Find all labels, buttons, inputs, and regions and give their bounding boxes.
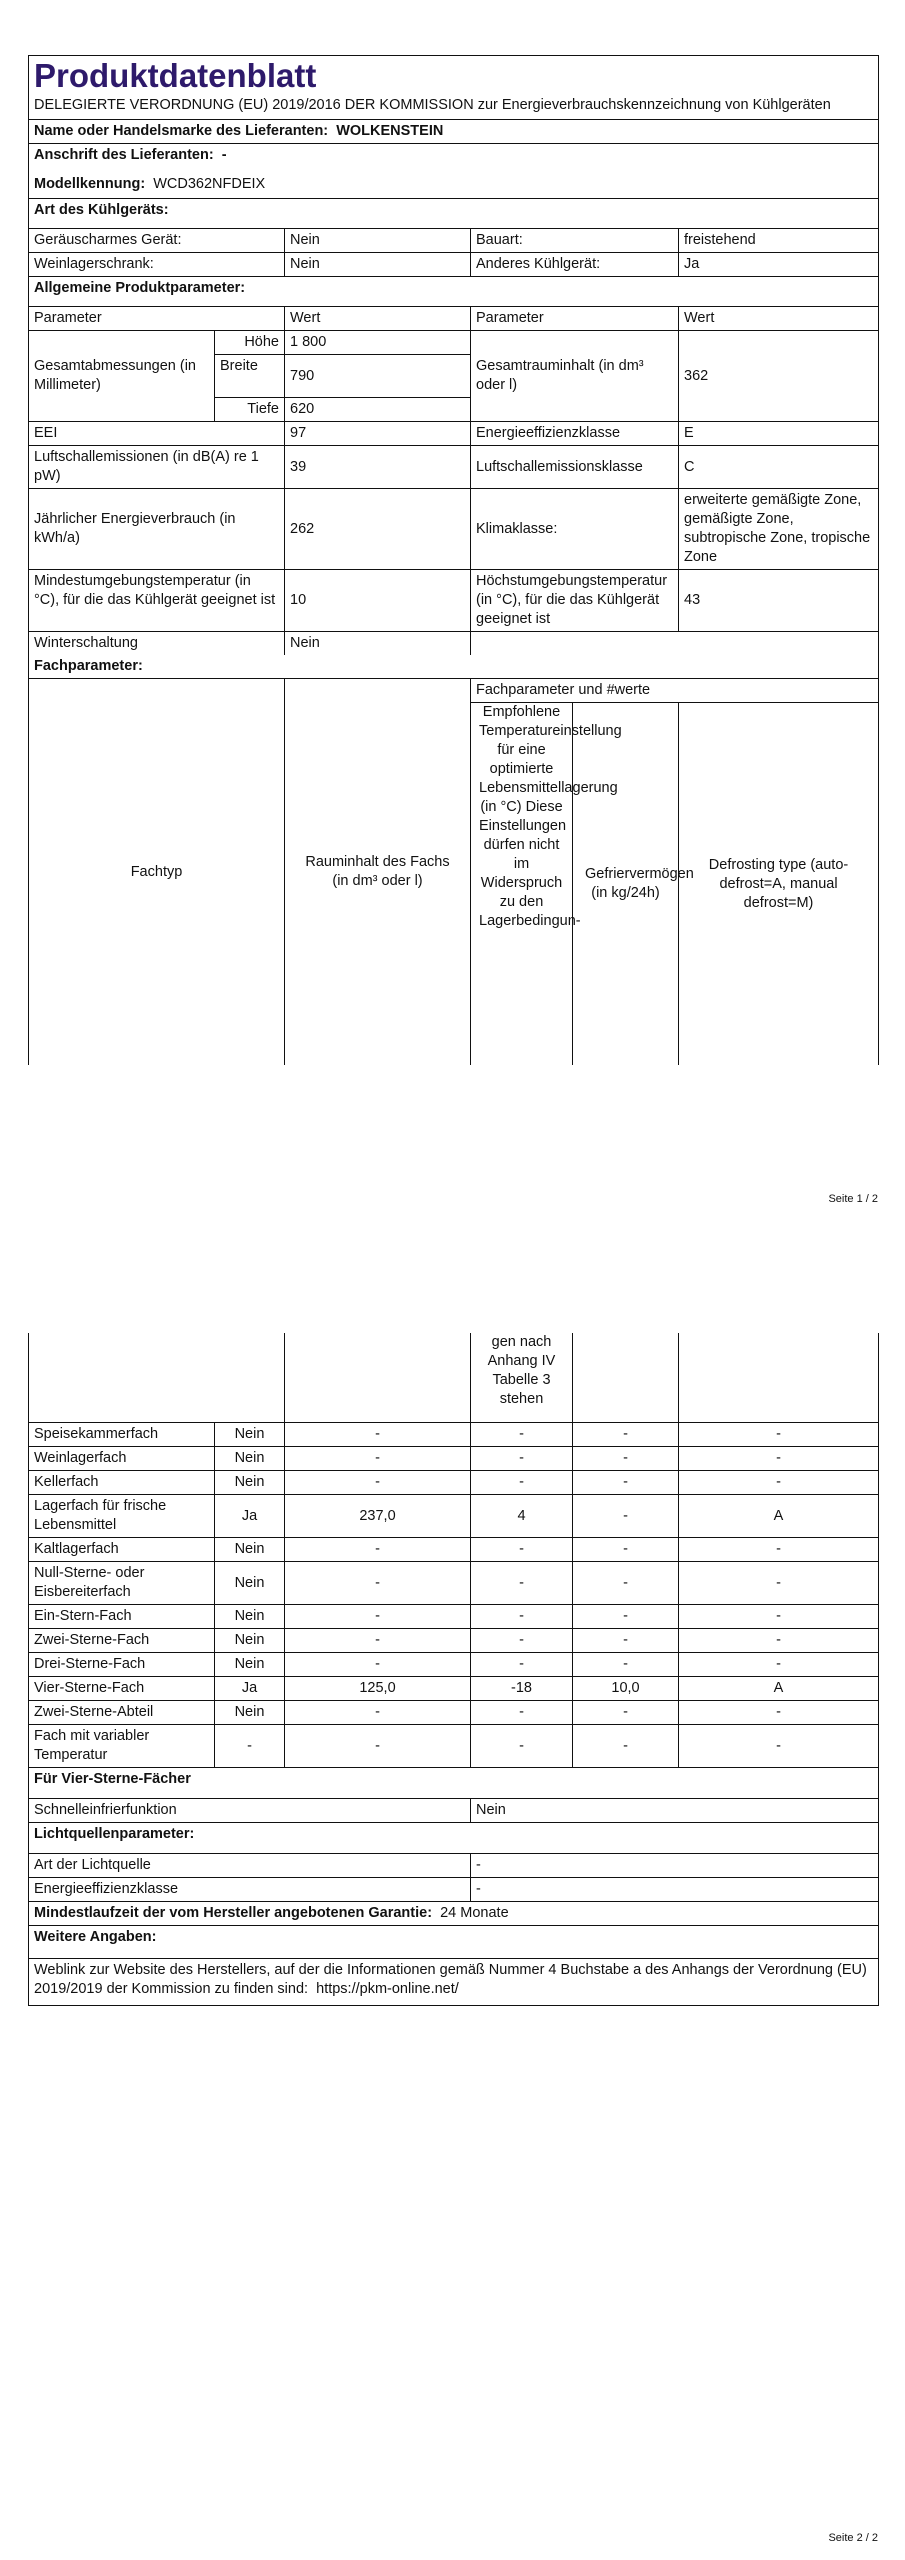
other-appliance-value: Ja [679, 253, 879, 277]
compartment-defrost: - [679, 1538, 879, 1562]
compartment-name: Drei-Sterne-Fach [29, 1653, 215, 1677]
energy-consumption-value: 262 [285, 489, 471, 570]
compartment-temp: - [471, 1605, 573, 1629]
quick-freeze-label: Schnelleinfrierfunktion [29, 1799, 471, 1823]
compartment-row [29, 1447, 879, 1471]
light-source-heading: Lichtquellenparameter: [29, 1823, 879, 1854]
address-row: Anschrift des Lieferanten: - [29, 144, 879, 174]
compartment-row [29, 1677, 879, 1701]
page-1 [28, 55, 878, 1065]
compartment-freeze: - [573, 1701, 679, 1725]
compartment-row [29, 1653, 879, 1677]
quick-freeze-value: Nein [471, 1799, 879, 1823]
compartment-row [29, 1701, 879, 1725]
compartment-row [29, 1495, 879, 1538]
light-type-label: Art der Lichtquelle [29, 1854, 471, 1878]
compartment-volume: - [285, 1538, 471, 1562]
compartment-row [29, 1471, 879, 1495]
compartment-row [29, 1562, 879, 1605]
compartment-name: Speisekammerfach [29, 1423, 215, 1447]
noise-class-label: Luftschallemissionsklasse [471, 446, 679, 489]
compartment-freeze: - [573, 1629, 679, 1653]
four-star-heading: Für Vier-Sterne-Fächer [29, 1768, 879, 1799]
compartment-volume: - [285, 1653, 471, 1677]
compartment-defrost: - [679, 1423, 879, 1447]
compartment-present: Nein [215, 1423, 285, 1447]
compartment-present: Nein [215, 1447, 285, 1471]
compartment-volume: - [285, 1725, 471, 1768]
compartment-name: Kellerfach [29, 1471, 215, 1495]
energy-consumption-label: Jährlicher Energieverbrauch (in kWh/a) [29, 489, 285, 570]
compartment-freeze: - [573, 1471, 679, 1495]
compartment-present: Ja [215, 1495, 285, 1538]
compartment-name: Zwei-Sterne-Fach [29, 1629, 215, 1653]
appliance-type-heading: Art des Kühlgeräts: [29, 199, 879, 229]
freezing-capacity-header: Gefriervermögen (in kg/24h) [573, 703, 679, 1066]
compartment-freeze: - [573, 1653, 679, 1677]
compartment-temp: 4 [471, 1495, 573, 1538]
max-temp-label: Höchstumgebungstemperatur (in °C), für die das Kühlgerät geeignet ist [471, 570, 679, 632]
compartment-defrost: - [679, 1653, 879, 1677]
supplier-row: Name oder Handelsmarke des Lieferanten: WOLKENSTEIN [29, 120, 879, 144]
compartment-temp: - [471, 1725, 573, 1768]
compartment-temp: - [471, 1562, 573, 1605]
compartment-present: Nein [215, 1629, 285, 1653]
compartment-temp: - [471, 1629, 573, 1653]
quiet-appliance-value: Nein [285, 229, 471, 253]
datasheet-table-page-2 [28, 1333, 879, 2006]
compartment-volume: - [285, 1447, 471, 1471]
compartment-volume: 125,0 [285, 1677, 471, 1701]
page-title: Produktdatenblatt [34, 57, 317, 94]
compartment-volume-header: Rauminhalt des Fachs (in dm³ oder l) [285, 679, 471, 1066]
eei-value: 97 [285, 422, 471, 446]
compartment-freeze: - [573, 1562, 679, 1605]
datasheet-table-page-1 [28, 55, 879, 1065]
compartment-params-heading: Fachparameter: [29, 655, 879, 679]
light-type-value: - [471, 1854, 879, 1878]
climate-class-label: Klimaklasse: [471, 489, 679, 570]
width-value: 790 [285, 355, 471, 398]
compartment-defrost: A [679, 1495, 879, 1538]
total-volume-value: 362 [679, 331, 879, 422]
compartment-present: Nein [215, 1605, 285, 1629]
compartment-defrost: A [679, 1677, 879, 1701]
energy-class-label: Energieeffizienzklasse [471, 422, 679, 446]
compartment-present: Nein [215, 1701, 285, 1725]
page-2 [28, 1333, 878, 2006]
compartment-volume: - [285, 1423, 471, 1447]
compartment-rows [29, 1423, 879, 1768]
height-value: 1 800 [285, 331, 471, 355]
min-temp-value: 10 [285, 570, 471, 632]
compartment-volume: - [285, 1562, 471, 1605]
compartment-present: Nein [215, 1538, 285, 1562]
compartment-row [29, 1629, 879, 1653]
compartment-freeze: - [573, 1605, 679, 1629]
depth-value: 620 [285, 398, 471, 422]
compartment-name: Ein-Stern-Fach [29, 1605, 215, 1629]
other-appliance-label: Anderes Kühlgerät: [471, 253, 679, 277]
compartment-volume: 237,0 [285, 1495, 471, 1538]
general-params-heading: Allgemeine Produktparameter: [29, 277, 879, 307]
compartment-name: Zwei-Sterne-Abteil [29, 1701, 215, 1725]
value-header: Wert [285, 307, 471, 331]
compartment-defrost: - [679, 1629, 879, 1653]
compartment-defrost: - [679, 1701, 879, 1725]
compartment-name: Weinlagerfach [29, 1447, 215, 1471]
light-class-label: Energieeffizienzklasse [29, 1878, 471, 1902]
weblink-row: Weblink zur Website des Herstellers, auf der die Informationen gemäß Nummer 4 Buchstabe a des Anhangs der Verordnung (EU) 2019/2019 der Kommission zu finden sind: https://pkm-online.net/ [29, 1959, 879, 2006]
compartment-name: Kaltlagerfach [29, 1538, 215, 1562]
wine-cabinet-label: Weinlagerschrank: [29, 253, 285, 277]
compartment-volume: - [285, 1471, 471, 1495]
compartment-present: Nein [215, 1653, 285, 1677]
recommended-temp-header: Empfohlene Temperatureinstellung für eine optimierte Lebensmittellagerung (in °C) Diese Einstellungen dürfen nicht im Widerspruch zu den Lagerbedingun- [471, 703, 573, 1066]
dimensions-label: Gesamtabmessungen (in Millimeter) [29, 331, 215, 422]
param-header: Parameter [29, 307, 285, 331]
compartment-freeze: - [573, 1447, 679, 1471]
param-header-2: Parameter [471, 307, 679, 331]
compartment-defrost: - [679, 1447, 879, 1471]
wine-cabinet-value: Nein [285, 253, 471, 277]
height-label: Höhe [215, 331, 285, 355]
compartment-present: - [215, 1725, 285, 1768]
compartment-volume: - [285, 1629, 471, 1653]
compartment-defrost: - [679, 1471, 879, 1495]
compartment-row [29, 1725, 879, 1768]
compartment-temp: - [471, 1423, 573, 1447]
value-header-2: Wert [679, 307, 879, 331]
compartment-type-header: Fachtyp [29, 679, 285, 1066]
noise-value: 39 [285, 446, 471, 489]
compartment-volume: - [285, 1701, 471, 1725]
design-type-value: freistehend [679, 229, 879, 253]
total-volume-label: Gesamtrauminhalt (in dm³ oder l) [471, 331, 679, 422]
compartment-present: Ja [215, 1677, 285, 1701]
model-row: Modellkennung: WCD362NFDEIX [29, 173, 879, 199]
compartment-name: Null-Sterne- oder Eisbereiterfach [29, 1562, 215, 1605]
design-type-label: Bauart: [471, 229, 679, 253]
winter-label: Winterschaltung [29, 632, 285, 656]
compartment-volume: - [285, 1605, 471, 1629]
compartment-defrost: - [679, 1605, 879, 1629]
compartment-row [29, 1423, 879, 1447]
compartment-row [29, 1605, 879, 1629]
recommended-temp-header-cont: gen nach Anhang IV Tabelle 3 stehen [471, 1333, 573, 1423]
regulation-text: DELEGIERTE VERORDNUNG (EU) 2019/2016 DER KOMMISSION zur Energieverbrauchskennzeichnung von Kühlgeräten [34, 97, 831, 113]
weblink-url[interactable]: https://pkm-online.net/ [316, 1981, 459, 1997]
max-temp-value: 43 [679, 570, 879, 632]
compartment-temp: - [471, 1538, 573, 1562]
compartment-freeze: 10,0 [573, 1677, 679, 1701]
compartment-freeze: - [573, 1495, 679, 1538]
compartment-freeze: - [573, 1538, 679, 1562]
further-info-heading: Weitere Angaben: [29, 1926, 879, 1959]
defrost-type-header: Defrosting type (auto-defrost=A, manual defrost=M) [679, 703, 879, 1066]
compartment-row [29, 1538, 879, 1562]
page-number-2: Seite 2 / 2 [828, 2532, 878, 2544]
compartment-temp: -18 [471, 1677, 573, 1701]
compartment-freeze: - [573, 1725, 679, 1768]
compartment-name: Lagerfach für frische Lebensmittel [29, 1495, 215, 1538]
eei-label: EEI [29, 422, 285, 446]
compartment-name: Vier-Sterne-Fach [29, 1677, 215, 1701]
compartment-name: Fach mit variabler Temperatur [29, 1725, 215, 1768]
width-label: Breite [215, 355, 285, 398]
light-class-value: - [471, 1878, 879, 1902]
noise-class-value: C [679, 446, 879, 489]
address-value: - [221, 147, 227, 163]
model-value: WCD362NFDEIX [153, 176, 266, 192]
climate-class-value: erweiterte gemäßigte Zone, gemäßigte Zone, subtropische Zone, tropische Zone [679, 489, 879, 570]
compartment-temp: - [471, 1447, 573, 1471]
warranty-value: 24 Monate [440, 1905, 509, 1921]
compartment-temp: - [471, 1471, 573, 1495]
compartment-temp: - [471, 1653, 573, 1677]
winter-value: Nein [285, 632, 471, 656]
compartment-defrost: - [679, 1725, 879, 1768]
compartment-defrost: - [679, 1562, 879, 1605]
noise-label: Luftschallemissionen (in dB(A) re 1 pW) [29, 446, 285, 489]
compartment-temp: - [471, 1701, 573, 1725]
warranty-row: Mindestlaufzeit der vom Hersteller angebotenen Garantie: 24 Monate [29, 1902, 879, 1926]
quiet-appliance-label: Geräuscharmes Gerät: [29, 229, 285, 253]
page-number-1: Seite 1 / 2 [828, 1193, 878, 1205]
supplier-value: WOLKENSTEIN [336, 123, 444, 139]
compartment-params-subheader: Fachparameter und #werte [471, 679, 879, 703]
min-temp-label: Mindestumgebungstemperatur (in °C), für die das Kühlgerät geeignet ist [29, 570, 285, 632]
compartment-present: Nein [215, 1471, 285, 1495]
energy-class-value: E [679, 422, 879, 446]
compartment-freeze: - [573, 1423, 679, 1447]
depth-label: Tiefe [215, 398, 285, 422]
compartment-present: Nein [215, 1562, 285, 1605]
